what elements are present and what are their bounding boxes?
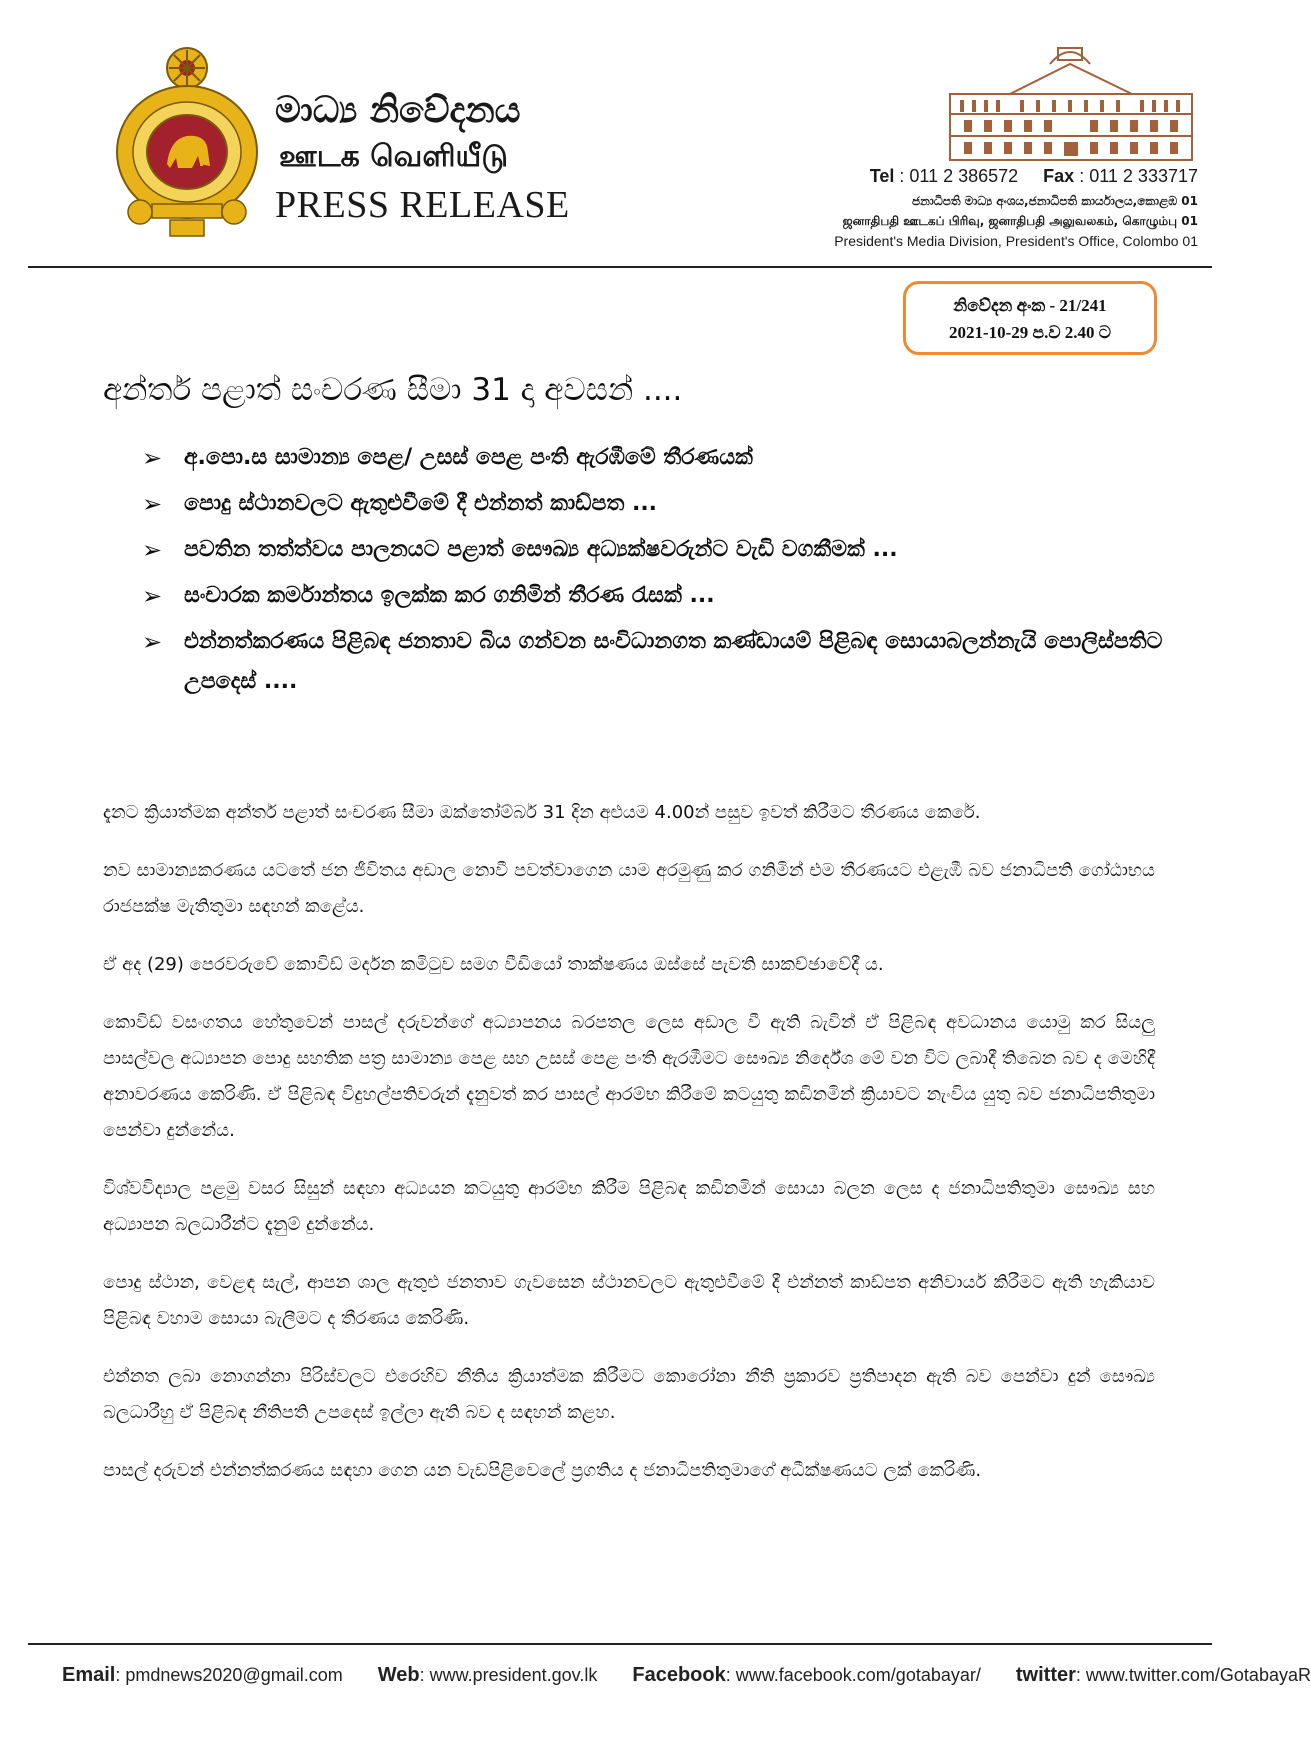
highlights-list — [142, 438, 1172, 708]
email-link[interactable]: : pmdnews2020@gmail.com — [115, 1665, 343, 1685]
phone-fax-line — [758, 166, 1198, 187]
tel-label: Tel — [869, 166, 895, 186]
arrow-bullet-icon: ➢ — [142, 582, 163, 610]
footer-web — [378, 1664, 598, 1687]
paragraph: නව සාමාන්‍යකරණය යටතේ ජන ජීවිතය අඩාල නොවී පවත්වාගෙන යාම අරමුණු කර ගනිමින් එම තීරණයට එළැඹී බව ජනාධිපති ගෝඨාභය රාජපක්ෂ මැතිතුමා සඳහන් කළේය. — [103, 860, 1155, 917]
twitter-link[interactable]: : www.twitter.com/GotabayaR — [1075, 1665, 1311, 1685]
reference-box — [903, 281, 1157, 355]
presidents-office-building-icon — [940, 44, 1202, 164]
tel-number: : 011 2 386572 — [899, 166, 1019, 186]
arrow-bullet-icon: ➢ — [142, 628, 163, 656]
footer-divider — [28, 1643, 1212, 1645]
contact-block — [758, 166, 1198, 251]
footer-email — [62, 1664, 343, 1687]
arrow-bullet-icon: ➢ — [142, 490, 163, 518]
press-release-titles — [275, 88, 570, 230]
list-item: ➢ පොදු ස්ථානවලට ඇතුළුවීමේ දී එන්නත් කාඩ්පත ... — [142, 484, 1172, 524]
sri-lanka-emblem-icon — [112, 44, 262, 238]
header-divider — [28, 266, 1212, 268]
paragraph: කොවිඩ් වසංගතය හේතුවෙන් පාසල් දරුවන්ගේ අධ්‍යාපනය බරපතල ලෙස අඩාල වී ඇති බැවින් ඒ පිළිබඳ අවධානය යොමු කර සියලු පාසල්වල අධ්‍යාපන පොදු සහතික පත්‍ර සාමාන්‍ය පෙළ සහ උසස් පෙළ පංති ඇරඹීමට සෞඛ්‍ය නිර්දේශ මේ වන විට ලබාදී තිබෙන බව ද මෙහිදී අනාවරණය කෙරිණි. ඒ පිළිබඳ විදුහල්පතිවරුන් දැනුවත් කර පාසල් ආරම්භ කිරීමේ කටයුතු කඩිනමින් ක්‍රියාවට නැංවිය යුතු බව ජනාධිපතිතුමා පෙන්වා දුන්නේය. — [103, 1012, 1155, 1141]
paragraph: එන්නත ලබා නොගන්නා පිරිස්වලට එරෙහිව නීතිය ක්‍රියාත්මක කිරීමට කොරෝනා නීති ප්‍රකාරව ප්‍රතිපාදන ඇති බව පෙන්වා දුන් සෞඛ්‍ය බලධාරීහු ඒ පිළිබඳ නීතිපති උපදෙස් ඉල්ලා ඇති බව ද සඳහන් කළහ. — [103, 1366, 1155, 1423]
headline: අන්තර් පළාත් සංචරණ සීමා 31 දා අවසන් .... — [103, 372, 683, 408]
title-sinhala: මාධ්‍ය නිවේදනය — [275, 90, 521, 131]
paragraph: දැනට ක්‍රියාත්මක අන්තර් පළාත් සංචරණ සීමා ඔක්තෝම්බර් 31 දින අළුයම 4.00න් පසුව ඉවත් කිරීමට තීරණය කෙරේ. — [103, 802, 981, 823]
email-label: Email — [62, 1664, 116, 1686]
paragraph: පොදු ස්ථාන, වෙළඳ සැල්, ආපන ශාල ඇතුළු ජනතාව ගැවසෙන ස්ථානවලට ඇතුළුවීමේ දී එන්නත් කාඩ්පත අනිවාර්ය කිරීමට ඇති හැකියාව පිළිබඳ වහාම සොයා බැලීමට ද තීරණය කෙරිණි. — [103, 1272, 1155, 1329]
paragraph: පාසල් දරුවන් එන්නත්කරණය සඳහා ගෙන යන වැඩපිළිවෙලේ ප්‍රගතිය ද ජනාධිපතිතුමාගේ අධීක්ෂණයට ලක් කෙරිණි. — [103, 1460, 982, 1481]
article-body — [103, 795, 1155, 1511]
office-address-sinhala: ජනාධිපති මාධ්‍ය අංශය,ජනාධිපති කාර්යාලය,කොළඹ 01 — [912, 194, 1198, 208]
title-english: PRESS RELEASE — [275, 184, 570, 226]
list-item: ➢ අ.පො.ස සාමාන්‍ය පෙළ/ උසස් පෙළ පංති ඇරඹීමේ තීරණයක් — [142, 438, 1172, 478]
title-tamil: ஊடக வெளியீடு — [279, 139, 508, 174]
paragraph: විශ්වවිද්‍යාල පළමු වසර සිසුන් සඳහා අධ්‍යයන කටයුතු ආරම්භ කිරීම පිළිබඳ කඩිනමින් සොයා බලන ලෙස ද ජනාධිපතිතුමා සෞඛ්‍ය සහ අධ්‍යාපන බලධාරීන්ට දැනුම් දුන්නේය. — [103, 1178, 1155, 1235]
twitter-label: twitter — [1015, 1664, 1076, 1686]
list-item: ➢ සංචාරක කර්මාන්තය ඉලක්ක කර ගනිමින් තීරණ රැසක් ... — [142, 576, 1172, 616]
web-link[interactable]: : www.president.gov.lk — [419, 1665, 598, 1685]
arrow-bullet-icon: ➢ — [142, 444, 163, 472]
reference-number: නිවේදන අංක - 21/241 — [953, 296, 1107, 315]
reference-datetime: 2021-10-29 ප.ව 2.40 ට — [948, 323, 1112, 342]
facebook-label: Facebook — [632, 1664, 726, 1686]
facebook-link[interactable]: : www.facebook.com/gotabayar/ — [725, 1665, 981, 1685]
office-address-english: President's Media Division, President's Office, Colombo 01 — [834, 233, 1198, 249]
list-item: ➢ එන්නත්කරණය පිළිබඳ ජනතාව බිය ගන්වන සංවිධානගත කණ්ඩායම් පිළිබඳ සොයාබලන්නැයි පොලිස්පතිට උපදෙස් .... — [142, 622, 1172, 702]
footer-facebook — [632, 1664, 981, 1687]
fax-label: Fax — [1043, 166, 1075, 186]
fax-number: : 011 2 333717 — [1079, 166, 1198, 186]
footer-twitter — [1016, 1664, 1311, 1687]
footer-contacts — [62, 1664, 1311, 1687]
arrow-bullet-icon: ➢ — [142, 536, 163, 564]
list-item: ➢ පවතින තත්ත්වය පාලනයට පළාත් සෞඛ්‍ය අධ්‍යක්ෂවරුන්ට වැඩි වගකීමක් ... — [142, 530, 1172, 570]
press-release-header — [0, 0, 1240, 268]
office-address-tamil: ஜனாதிபதி ஊடகப் பிரிவு, ஜனாதிபதி அலுவலகம், கொழும்பு 01 — [842, 214, 1198, 228]
web-label: Web — [377, 1664, 420, 1686]
paragraph: ඒ අද (29) පෙරවරුවේ කොවිඩ් මර්දන කමිටුව සමග වීඩියෝ තාක්ෂණය ඔස්සේ පැවති සාකච්ඡාවේදී ය. — [103, 954, 884, 975]
